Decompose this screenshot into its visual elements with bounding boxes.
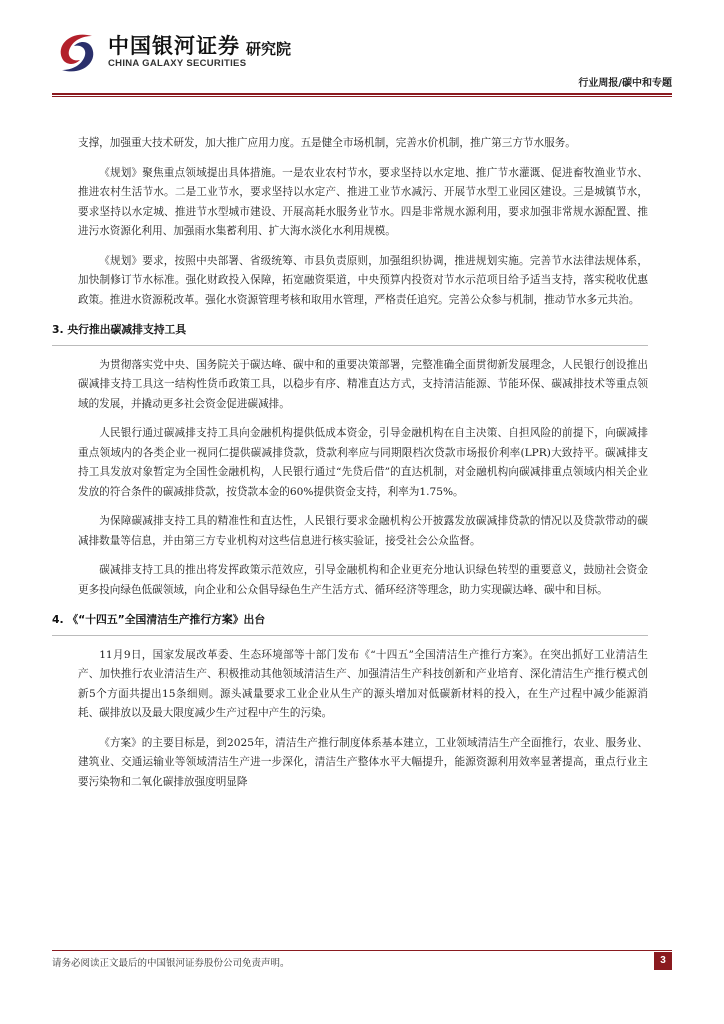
- paragraph: 《规划》聚焦重点领域提出具体措施。一是农业农村节水，要求坚持以水定地、推广节水灌溉、促进畜牧渔业节水、推进农村生活节水。二是工业节水，要求坚持以水定产、推进工业节水减污、开展节水型工业园区建设。三是城镇节水，要求坚持以水定城、推进节水型城市建设、开展高耗水服务业节水。四是非常规水源利用，要求加强非常规水源配置、推进污水资源化利用、加强雨水集蓄利用、扩大海水淡化水利用规模。: [78, 166, 648, 237]
- report-category-tag: 行业周报/碳中和专题: [578, 78, 672, 89]
- paragraph: 碳减排支持工具的推出将发挥政策示范效应，引导金融机构和企业更充分地认识绿色转型的重要意义，鼓励社会资金更多投向绿色低碳领域，向企业和公众倡导绿色生产生活方式、循环经济等理念，助力实现碳达峰、碳中和目标。: [78, 564, 648, 596]
- disclaimer-note: 请务必阅读正文最后的中国银河证券股份公司免责声明。: [52, 958, 290, 969]
- paragraph: 为贯彻落实党中央、国务院关于碳达峰、碳中和的重要决策部署，完整准确全面贯彻新发展理念，人民银行创设推出碳减排支持工具这一结构性货币政策工具，以稳步有序、精准直达方式，支持清洁能源、节能环保、碳减排技术等重点领域的发展，并撬动更多社会资金促进碳减排。: [78, 358, 648, 410]
- brand-name-en: CHINA GALAXY SECURITIES: [108, 58, 247, 69]
- paragraph: 11月9日，国家发展改革委、生态环境部等十部门发布《“十四五”全国清洁生产推行方案》。在突出抓好工业清洁生产、加快推行农业清洁生产、积极推动其他领域清洁生产、加强清洁生产科技创新和产业培育、深化清洁生产推行模式创新5个方面共提出15条细则。源头减量要求工业企业从生产的源头增加对低碳新材料的投入，在生产过程中减少能源消耗、碳排放以及最大限度减少生产过程中产生的污染。: [78, 648, 648, 719]
- brand-institute: 研究院: [246, 40, 292, 58]
- report-body: [52, 134, 648, 802]
- section-heading-4: 4. 《“十四五”全国清洁生产推行方案》出台: [52, 610, 648, 636]
- header-divider: [52, 93, 672, 95]
- page-number: 3: [654, 952, 672, 970]
- paragraph: 为保障碳减排支持工具的精准性和直达性，人民银行要求金融机构公开披露发放碳减排贷款的情况以及贷款带动的碳减排数量等信息，并由第三方专业机构对这些信息进行核实验证，接受社会公众监督。: [78, 515, 648, 547]
- paragraph: 支撑，加强重大技术研发，加大推广应用力度。五是健全市场机制，完善水价机制，推广第三方节水服务。: [78, 137, 576, 149]
- section-heading-3: 3. 央行推出碳减排支持工具: [52, 320, 648, 346]
- galaxy-swirl-logo-icon: [52, 28, 102, 78]
- paragraph: 人民银行通过碳减排支持工具向金融机构提供低成本资金，引导金融机构在自主决策、自担风险的前提下，向碳减排重点领域内的各类企业一视同仁提供碳减排贷款，贷款利率应与同期限档次贷款市场报价利率(LPR)大致持平。碳减排支持工具发放对象暂定为全国性金融机构，人民银行通过“先贷后借”的直达机制，对金融机构向碳减排重点领域内相关企业发放的符合条件的碳减排贷款，按贷款本金的60%提供资金支持，利率为1.75%。: [78, 427, 648, 498]
- paragraph: 《规划》要求，按照中央部署、省级统筹、市县负责原则，加强组织协调，推进规划实施。完善节水法律法规体系，加快制修订节水标准。强化财政投入保障，拓宽融资渠道，中央预算内投资对节水示范项目给予适当支持，落实税收优惠政策。推进水资源税改革。强化水资源管理考核和取用水管理，严格责任追究。完善公众参与机制，推动节水多元共治。: [78, 254, 648, 306]
- brand-name-cn: 中国银河证券: [108, 34, 240, 58]
- header-divider-thin: [52, 96, 672, 97]
- page-header: [0, 0, 724, 100]
- footer-divider: [52, 950, 672, 951]
- paragraph: 《方案》的主要目标是，到2025年，清洁生产推行制度体系基本建立，工业领域清洁生产全面推行，农业、服务业、建筑业、交通运输业等领域清洁生产进一步深化，清洁生产整体水平大幅提升，能源资源利用效率显著提高，重点行业主要污染物和二氧化碳排放强度明显降: [78, 736, 648, 788]
